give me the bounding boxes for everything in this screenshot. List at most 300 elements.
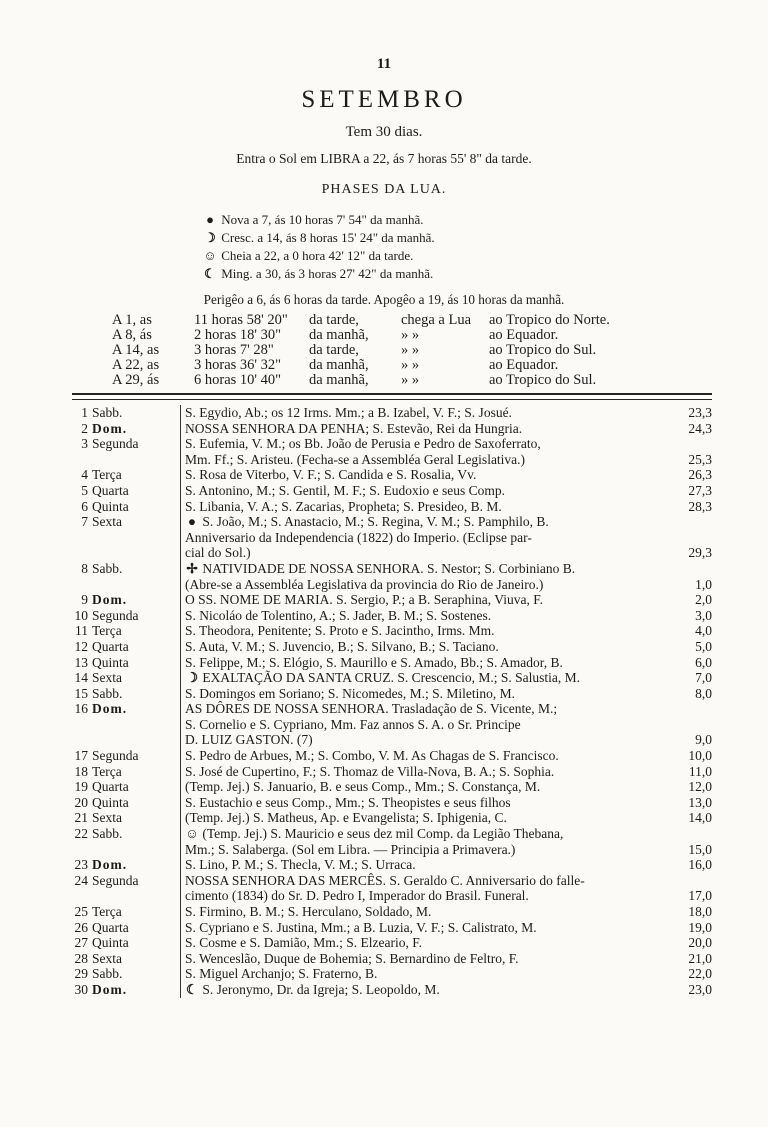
- last-quarter-icon: ☾: [204, 266, 216, 281]
- weekday-name: Terça: [92, 467, 122, 483]
- day-row: [72, 405, 712, 421]
- day-saints: [180, 608, 668, 624]
- saint-text: (Temp. Jej.) S. Matheus, Ap. e Evangelista; S. Iphigenia, C.: [185, 810, 507, 826]
- day-saints: [180, 592, 668, 608]
- moon-phase-text: Cheia a 22, a 0 hora 42' 12" da tarde.: [221, 248, 414, 263]
- day-saints: [180, 639, 668, 655]
- day-label: [72, 514, 178, 530]
- tropic-period: da manhã,: [309, 327, 369, 343]
- moon-age-value: 3,0: [695, 607, 712, 623]
- saint-text: S. Jeronymo, Dr. da Igreja; S. Leopoldo, M.: [202, 981, 440, 997]
- saint-text: S. Cornelio e S. Cypriano, Mm. Faz annos S. A. o Sr. Principe: [185, 716, 521, 732]
- moon-phase-row: [202, 265, 435, 283]
- weekday-name: Segunda: [92, 607, 139, 623]
- saint-text: NATIVIDADE DE NOSSA SENHORA. S. Nestor; S. Corbiniano B.: [202, 560, 576, 576]
- weekday-name: Quarta: [92, 779, 129, 795]
- day-saints: [180, 436, 668, 467]
- day-number: 23: [74, 857, 88, 873]
- weekday-name: Dom.: [92, 592, 128, 608]
- day-number: 25: [74, 904, 88, 919]
- tropic-place: ao Equador.: [489, 327, 559, 343]
- weekday-name: Sabb.: [92, 966, 123, 982]
- page-number: 11: [376, 56, 392, 72]
- day-row: [72, 951, 712, 967]
- weekday-name: Quarta: [92, 482, 129, 498]
- day-number: 6: [81, 498, 88, 514]
- weekday-name: Terça: [92, 623, 122, 639]
- full-moon-icon: ☺: [203, 248, 217, 263]
- moon-age-value: 25,3: [688, 451, 712, 467]
- day-saints: [180, 966, 668, 982]
- weekday-name: Sexta: [92, 670, 122, 686]
- moon-age-value: 8,0: [695, 685, 712, 701]
- day-row: [72, 795, 712, 811]
- day-saints: [180, 467, 668, 483]
- saint-line: [185, 530, 668, 546]
- day-saints: [180, 764, 668, 780]
- day-label: [72, 920, 178, 936]
- weekday-name: Dom.: [92, 701, 128, 717]
- saint-line: [185, 639, 668, 655]
- saint-line: [185, 670, 668, 686]
- day-row: [72, 935, 712, 951]
- day-row: [72, 467, 712, 483]
- weekday-name: Sexta: [92, 514, 122, 530]
- tropic-place: ao Tropico do Sul.: [489, 372, 597, 388]
- saint-line: [185, 405, 668, 421]
- tropic-verb: » »: [401, 342, 420, 358]
- saint-text: S. Felippe, M.; S. Elógio, S. Maurillo e S. Amado, Bb.; S. Amador, B.: [185, 654, 563, 670]
- saint-text: (Temp. Jej.) S. Januario, B. e seus Comp., Mm.; S. Constança, M.: [185, 779, 541, 795]
- saint-line: [185, 826, 668, 842]
- day-saints: [180, 982, 668, 998]
- moon-phase-row: [202, 229, 435, 247]
- day-row: [72, 826, 712, 857]
- day-number: 30: [74, 981, 88, 997]
- day-label: [72, 467, 178, 483]
- moon-age-value: 21,0: [688, 950, 712, 966]
- weekday-name: Sabb.: [92, 405, 123, 420]
- day-number: 21: [74, 810, 88, 826]
- saint-text: S. Domingos em Soriano; S. Nicomedes, M.; S. Miletino, M.: [185, 685, 516, 701]
- day-row: [72, 686, 712, 702]
- moon-age-value: 20,0: [688, 935, 712, 951]
- tropic-verb: » »: [401, 327, 420, 343]
- saint-line: [185, 514, 668, 530]
- day-row: [72, 436, 712, 467]
- moon-phase-row: [202, 247, 435, 265]
- tropic-row: [112, 373, 610, 388]
- day-saints: [180, 499, 668, 515]
- day-label: [72, 483, 178, 499]
- day-saints: [180, 873, 668, 904]
- tropic-row: [112, 328, 610, 343]
- weekday-name: Dom.: [92, 420, 128, 436]
- moon-age-value: 29,3: [688, 545, 712, 561]
- tropic-period: da tarde,: [309, 342, 359, 358]
- saint-text: S. Egydio, Ab.; os 12 Irms. Mm.; a B. Izabel, V. F.; S. Josué.: [185, 405, 512, 420]
- tropic-period: da manhã,: [309, 372, 369, 388]
- day-saints: [180, 670, 668, 686]
- day-label: [72, 592, 178, 608]
- day-row: [72, 670, 712, 686]
- saint-line: [185, 935, 668, 951]
- day-saints: [180, 561, 668, 592]
- day-saints: [180, 810, 668, 826]
- tropic-date: A 1, as: [112, 312, 152, 328]
- weekday-name: Sabb.: [92, 685, 123, 701]
- day-label: [72, 686, 178, 702]
- moon-age-value: 15,0: [688, 841, 712, 857]
- weekday-name: Quinta: [92, 794, 129, 810]
- day-number: 20: [74, 794, 88, 810]
- saint-line: [185, 732, 668, 748]
- saint-line: [185, 608, 668, 624]
- weekday-name: Dom.: [92, 981, 128, 997]
- day-label: [72, 810, 178, 826]
- divider-thick: [72, 393, 712, 395]
- day-number: 26: [74, 919, 88, 935]
- weekday-name: Sabb.: [92, 826, 123, 842]
- day-number: 29: [74, 966, 88, 982]
- tropic-row: [112, 358, 610, 373]
- saint-text: S. Libania, V. A.; S. Zacarias, Propheta; S. Presideo, B. M.: [185, 498, 502, 514]
- day-saints: [180, 514, 668, 561]
- day-label: [72, 857, 178, 873]
- day-label: [72, 436, 178, 452]
- day-number: 19: [74, 779, 88, 795]
- day-number: 1: [81, 405, 88, 420]
- day-label: [72, 904, 178, 920]
- day-row: [72, 810, 712, 826]
- saint-text: S. Eustachio e seus Comp., Mm.; S. Theopistes e seus filhos: [185, 794, 511, 810]
- day-saints: [180, 920, 668, 936]
- tropic-verb: » »: [401, 372, 420, 388]
- first-quarter-icon: ☽: [185, 670, 199, 686]
- weekday-name: Terça: [92, 763, 122, 779]
- moon-age-value: 5,0: [695, 638, 712, 654]
- day-row: [72, 655, 712, 671]
- moon-age-value: 6,0: [695, 654, 712, 670]
- saint-text: S. Lino, P. M.; S. Thecla, V. M.; S. Urraca.: [185, 857, 416, 873]
- saint-line: [185, 951, 668, 967]
- moon-phase-text: Ming. a 30, ás 3 horas 27' 42" da manhã.: [221, 266, 434, 281]
- saint-text: S. José de Cupertino, F.; S. Thomaz de Villa-Nova, B. A.; S. Sophia.: [185, 763, 555, 779]
- saint-line: [185, 795, 668, 811]
- moon-age-value: 19,0: [688, 919, 712, 935]
- tropic-place: ao Tropico do Norte.: [489, 312, 610, 328]
- saint-line: [185, 842, 668, 858]
- saint-text: (Abre-se a Assembléa Legislativa da provincia do Rio de Janeiro.): [185, 576, 544, 592]
- day-saints: [180, 655, 668, 671]
- saint-text: S. Rosa de Viterbo, V. F.; S. Candida e S. Rosalia, Vv.: [185, 467, 477, 483]
- day-label: [72, 935, 178, 951]
- saint-line: [185, 545, 668, 561]
- saint-text: S. Antonino, M.; S. Gentil, M. F.; S. Eudoxio e seus Comp.: [185, 482, 505, 498]
- weekday-name: Segunda: [92, 748, 139, 764]
- saint-text: S. Nicoláo de Tolentino, A.; S. Jader, B. M.; S. Sostenes.: [185, 607, 492, 623]
- moon-age-value: 23,0: [688, 981, 712, 997]
- day-row: [72, 779, 712, 795]
- moon-age-value: 12,0: [688, 779, 712, 795]
- moon-age-value: 18,0: [688, 904, 712, 919]
- day-label: [72, 982, 178, 998]
- saint-line: [185, 436, 668, 452]
- saint-line: [185, 561, 668, 577]
- moon-age-value: 11,0: [688, 763, 712, 779]
- day-row: [72, 764, 712, 780]
- day-number: 14: [74, 670, 88, 686]
- day-label: [72, 421, 178, 437]
- saint-line: [185, 982, 668, 998]
- day-row: [72, 483, 712, 499]
- saint-text: S. Miguel Archanjo; S. Fraterno, B.: [185, 966, 378, 982]
- divider-thin: [72, 399, 712, 400]
- day-row: [72, 748, 712, 764]
- day-row: [72, 608, 712, 624]
- weekday-name: Sexta: [92, 810, 122, 826]
- day-number: 2: [81, 420, 88, 436]
- tropic-time: 3 horas 7' 28": [194, 342, 274, 358]
- saint-line: [185, 686, 668, 702]
- day-number: 15: [74, 685, 88, 701]
- saint-line: [185, 467, 668, 483]
- saint-text: cial do Sol.): [185, 545, 251, 561]
- moon-age-value: 10,0: [688, 748, 712, 764]
- saint-text: S. Auta, V. M.; S. Juvencio, B.; S. Silvano, B.; S. Taciano.: [185, 638, 499, 654]
- saint-text: S. João, M.; S. Anastacio, M.; S. Regina, V. M.; S. Pamphilo, B.: [202, 514, 549, 530]
- day-row: [72, 592, 712, 608]
- day-label: [72, 748, 178, 764]
- moon-phases-list: [202, 211, 435, 283]
- saint-line: [185, 873, 668, 889]
- cross-icon: ✢: [186, 560, 198, 576]
- saint-text: Mm. Ff.; S. Aristeu. (Fecha-se a Assembléa Geral Legislativa.): [185, 451, 526, 467]
- saint-line: [185, 717, 668, 733]
- moon-phase-text: Cresc. a 14, ás 8 horas 15' 24" da manhã.: [221, 230, 435, 245]
- weekday-name: Quinta: [92, 654, 129, 670]
- moon-phase-text: Nova a 7, ás 10 horas 7' 54" da manhã.: [221, 212, 424, 227]
- sun-entry-note: Entra o Sol em LIBRA a 22, ás 7 horas 55' 8" da tarde.: [236, 151, 532, 166]
- day-saints: [180, 405, 668, 421]
- saint-line: [185, 764, 668, 780]
- month-days-count: Tem 30 dias.: [345, 124, 423, 140]
- day-row: [72, 514, 712, 561]
- tropic-place: ao Equador.: [489, 357, 559, 373]
- tropic-row: [112, 313, 610, 328]
- tropic-date: A 8, ás: [112, 327, 152, 343]
- day-number: 3: [81, 436, 88, 452]
- full-moon-icon: ☺: [185, 826, 199, 842]
- day-row: [72, 982, 712, 998]
- last-quarter-icon: ☾: [185, 981, 199, 997]
- moon-phases-title: PHASES DA LUA.: [321, 182, 447, 197]
- new-moon-icon: ●: [187, 514, 197, 530]
- saint-line: [185, 966, 668, 982]
- saint-line: [185, 623, 668, 639]
- saint-text: S. Theodora, Penitente; S. Proto e S. Jacintho, Irms. Mm.: [185, 623, 495, 639]
- saint-line: [185, 655, 668, 671]
- day-label: [72, 670, 178, 686]
- day-number: 10: [74, 607, 88, 623]
- day-label: [72, 764, 178, 780]
- day-number: 7: [81, 514, 88, 530]
- saint-line: [185, 857, 668, 873]
- moon-age-value: 1,0: [695, 576, 712, 592]
- moon-age-value: 13,0: [688, 794, 712, 810]
- moon-age-value: 26,3: [688, 467, 712, 483]
- tropic-date: A 22, as: [112, 357, 160, 373]
- day-number: 18: [74, 763, 88, 779]
- saint-text: Mm.; S. Salaberga. (Sol em Libra. — Principia a Primavera.): [185, 841, 516, 857]
- days-calendar: [72, 405, 712, 998]
- day-row: [72, 904, 712, 920]
- moon-age-value: 16,0: [688, 857, 712, 873]
- day-saints: [180, 935, 668, 951]
- saint-text: S. Cypriano e S. Justina, Mm.; a B. Luzia, V. F.; S. Calistrato, M.: [185, 919, 537, 935]
- day-number: 4: [81, 467, 88, 483]
- day-label: [72, 405, 178, 421]
- day-number: 13: [74, 654, 88, 670]
- day-saints: [180, 701, 668, 748]
- day-label: [72, 561, 178, 577]
- saint-line: [185, 499, 668, 515]
- saint-text: S. Wenceslão, Duque de Bohemia; S. Bernardino de Feltro, F.: [185, 950, 519, 966]
- first-quarter-icon: ☽: [204, 230, 216, 245]
- day-number: 8: [81, 560, 88, 576]
- day-row: [72, 920, 712, 936]
- moon-age-value: 28,3: [688, 498, 712, 514]
- day-row: [72, 561, 712, 592]
- day-saints: [180, 795, 668, 811]
- day-number: 22: [74, 826, 88, 842]
- tropic-place: ao Tropico do Sul.: [489, 342, 597, 358]
- day-number: 17: [74, 748, 88, 764]
- day-saints: [180, 951, 668, 967]
- saint-text: AS DÔRES DE NOSSA SENHORA. Trasladação de S. Vicente, M.;: [185, 701, 558, 717]
- tropic-time: 2 horas 18' 30": [194, 327, 282, 343]
- day-label: [72, 701, 178, 717]
- saint-line: [185, 920, 668, 936]
- day-saints: [180, 857, 668, 873]
- day-number: 11: [75, 623, 88, 639]
- weekday-name: Segunda: [92, 872, 139, 888]
- moon-age-value: 24,3: [688, 420, 712, 436]
- saint-text: S. Eufemia, V. M.; os Bb. João de Perusia e Pedro de Saxoferrato,: [185, 436, 541, 452]
- saint-text: (Temp. Jej.) S. Mauricio e seus dez mil Comp. da Legião Thebana,: [202, 826, 564, 842]
- day-row: [72, 639, 712, 655]
- saint-text: cimento (1834) do Sr. D. Pedro I, Imperador do Brasil. Funeral.: [185, 888, 529, 904]
- perigee-apogee-note: Perigêo a 6, ás 6 horas da tarde. Apogêo a 19, ás 10 horas da manhã.: [203, 292, 565, 307]
- saint-line: [185, 577, 668, 593]
- saint-text: D. LUIZ GASTON. (7): [185, 732, 313, 748]
- day-saints: [180, 779, 668, 795]
- saint-text: EXALTAÇÃO DA SANTA CRUZ. S. Crescencio, M.; S. Salustia, M.: [202, 670, 580, 686]
- saint-line: [185, 779, 668, 795]
- day-number: 28: [74, 950, 88, 966]
- day-number: 9: [81, 592, 88, 608]
- saint-line: [185, 483, 668, 499]
- moon-age-value: 17,0: [688, 888, 712, 904]
- weekday-name: Sexta: [92, 950, 122, 966]
- day-label: [72, 826, 178, 842]
- moon-age-value: 23,3: [688, 405, 712, 420]
- tropic-date: A 29, ás: [112, 372, 160, 388]
- day-number: 16: [74, 701, 88, 717]
- weekday-name: Quarta: [92, 919, 129, 935]
- day-saints: [180, 421, 668, 437]
- moon-age-value: 4,0: [695, 623, 712, 639]
- saint-text: S. Pedro de Arbues, M.; S. Combo, V. M. As Chagas de S. Francisco.: [185, 748, 559, 764]
- tropic-period: da manhã,: [309, 357, 369, 373]
- saint-text: S. Firmino, B. M.; S. Herculano, Soldado, M.: [185, 904, 432, 919]
- saint-line: [185, 452, 668, 468]
- tropic-time: 11 horas 58' 20": [194, 312, 288, 328]
- saint-line: [185, 748, 668, 764]
- saint-line: [185, 810, 668, 826]
- moon-age-value: 9,0: [695, 732, 712, 748]
- tropic-verb: chega a Lua: [401, 312, 472, 328]
- tropic-verb: » »: [401, 357, 420, 373]
- tropic-date: A 14, as: [112, 342, 160, 358]
- tropic-row: [112, 343, 610, 358]
- day-label: [72, 639, 178, 655]
- moon-age-value: 22,0: [688, 966, 712, 982]
- saint-text: S. Cosme e S. Damião, Mm.; S. Elzeario, F.: [185, 935, 423, 951]
- moon-phase-row: [202, 211, 435, 229]
- weekday-name: Quarta: [92, 638, 129, 654]
- day-row: [72, 623, 712, 639]
- day-label: [72, 966, 178, 982]
- moon-age-value: 2,0: [695, 592, 712, 608]
- day-label: [72, 623, 178, 639]
- new-moon-icon: ●: [206, 212, 214, 227]
- day-label: [72, 779, 178, 795]
- day-saints: [180, 686, 668, 702]
- day-saints: [180, 623, 668, 639]
- day-number: 5: [81, 482, 88, 498]
- month-title: SETEMBRO: [301, 86, 467, 113]
- day-saints: [180, 904, 668, 920]
- day-number: 27: [74, 935, 88, 951]
- tropics-table: [112, 313, 610, 388]
- tropic-time: 6 horas 10' 40": [194, 372, 282, 388]
- day-label: [72, 608, 178, 624]
- moon-age-value: 14,0: [688, 810, 712, 826]
- moon-age-value: 27,3: [688, 482, 712, 498]
- day-row: [72, 857, 712, 873]
- day-number: 24: [74, 872, 88, 888]
- saint-line: [185, 888, 668, 904]
- saint-line: [185, 592, 668, 608]
- tropic-period: da tarde,: [309, 312, 359, 328]
- saint-line: [185, 701, 668, 717]
- day-label: [72, 795, 178, 811]
- day-label: [72, 655, 178, 671]
- day-row: [72, 966, 712, 982]
- day-row: [72, 701, 712, 748]
- weekday-name: Quinta: [92, 935, 129, 951]
- day-row: [72, 499, 712, 515]
- saint-text: Anniversario da Independencia (1822) do Imperio. (Eclipse par-: [185, 529, 532, 545]
- moon-age-value: 7,0: [695, 670, 712, 686]
- saint-text: NOSSA SENHORA DAS MERCÊS. S. Geraldo C. Anniversario do falle-: [185, 872, 585, 888]
- weekday-name: Sabb.: [92, 560, 123, 576]
- day-label: [72, 951, 178, 967]
- day-row: [72, 873, 712, 904]
- day-label: [72, 873, 178, 889]
- day-saints: [180, 748, 668, 764]
